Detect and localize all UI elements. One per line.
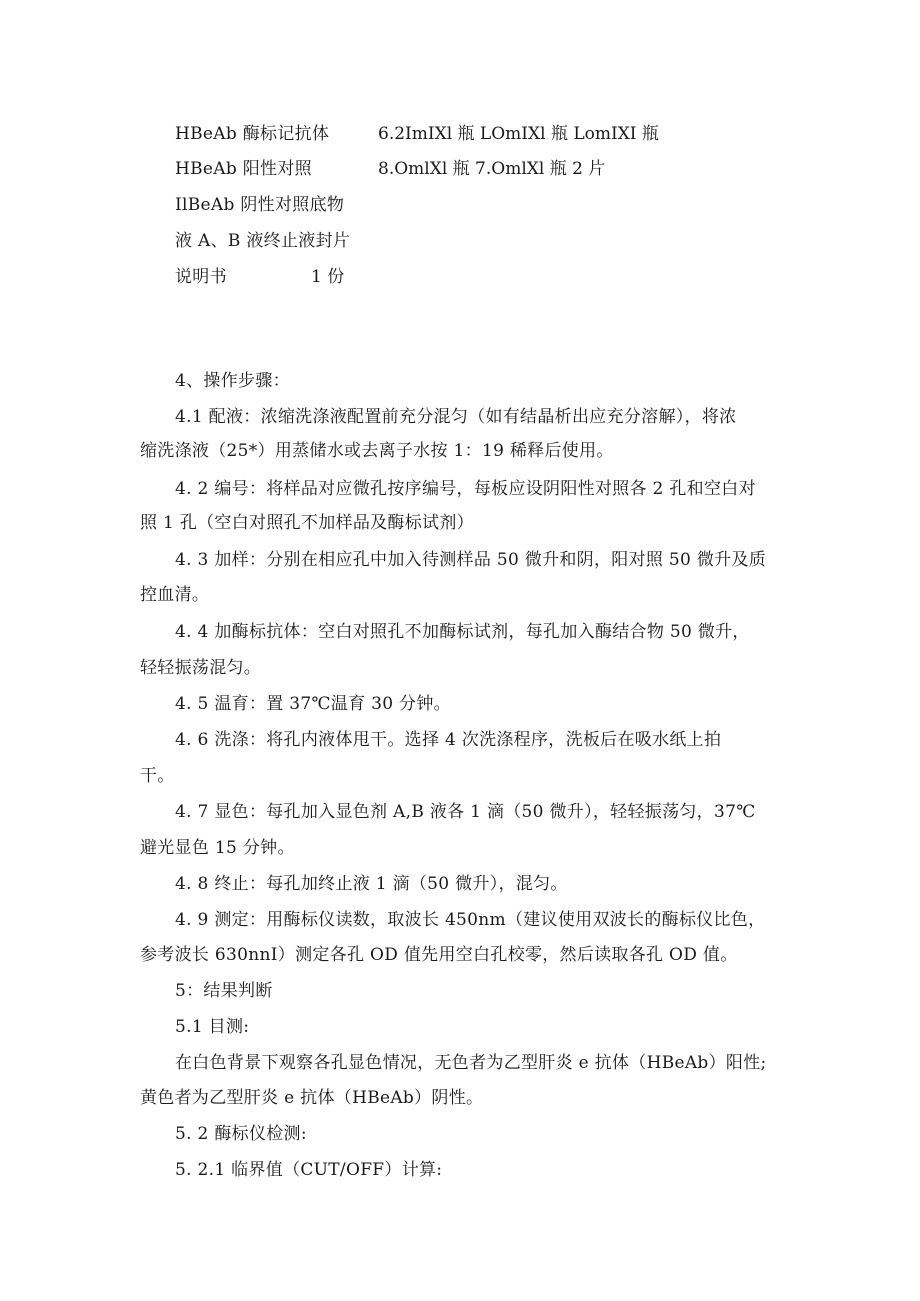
paragraph-line: 5. 2 酶标仪检测: <box>175 1124 307 1144</box>
section-heading: 5：结果判断 <box>175 981 273 1001</box>
paragraph-line: 黄色者为乙型肝炎 e 抗体（HBeAb）阴性。 <box>140 1088 484 1108</box>
paragraph-line: 5.1 目测: <box>175 1017 250 1037</box>
paragraph-line: 4. 8 终止：每孔加终止液 1 滴（50 微升），混匀。 <box>175 874 568 894</box>
paragraph-line: 4. 6 洗涤：将孔内液体甩干。选择 4 次洗涤程序，洗板后在吸水纸上拍 <box>175 730 722 750</box>
paragraph-line: 在白色背景下观察各孔显色情况，无色者为乙型肝炎 e 抗体（HBeAb）阳性; <box>175 1053 767 1073</box>
paragraph-line: 4. 2 编号：将样品对应微孔按序编号，每板应设阴阳性对照各 2 孔和空白对 <box>175 479 756 499</box>
paragraph-line: 4. 4 加酶标抗体：空白对照孔不加酶标试剂，每孔加入酶结合物 50 微升， <box>175 622 750 642</box>
paragraph-line: 参考波长 630nnI）测定各孔 OD 值先用空白孔校零，然后读取各孔 OD 值。 <box>140 945 738 965</box>
paragraph-line: 缩洗涤液（25*）用蒸储水或去离子水按 1：19 稀释后使用。 <box>140 441 614 461</box>
kit-item-spec: 6.2ImIXl 瓶 LOmIXl 瓶 LomIXI 瓶 <box>378 124 659 144</box>
paragraph-line: 4. 7 显色：每孔加入显色剂 A,B 液各 1 滴（50 微升），轻轻振荡匀，37℃ <box>175 802 756 822</box>
kit-item-spec: 8.OmlXl 瓶 7.OmlXl 瓶 2 片 <box>378 159 606 179</box>
kit-item-name: HBeAb 阳性对照 <box>175 159 312 179</box>
kit-item-name: 说明书 <box>175 267 227 287</box>
kit-item-name: IlBeAb 阴性对照底物 <box>175 195 345 215</box>
paragraph-line: 4. 3 加样：分别在相应孔中加入待测样品 50 微升和阴，阳对照 50 微升及质 <box>175 550 767 570</box>
paragraph-line: 照 1 孔（空白对照孔不加样品及酶标试剂） <box>140 513 474 533</box>
section-heading: 4、操作步骤： <box>175 371 290 391</box>
kit-item-name: HBeAb 酶标记抗体 <box>175 124 330 144</box>
paragraph-line: 4. 5 温育：置 37℃温育 30 分钟。 <box>175 694 451 714</box>
paragraph-line: 4.1 配液：浓缩洗涤液配置前充分混匀（如有结晶析出应充分溶解），将浓 <box>175 407 737 427</box>
paragraph-line: 5. 2.1 临界值（CUT/OFF）计算: <box>175 1160 443 1180</box>
paragraph-line: 轻轻振荡混匀。 <box>140 658 262 678</box>
kit-item-spec: 1 份 <box>311 267 345 287</box>
paragraph-line: 4. 9 测定：用酶标仪读数，取波长 450nm（建议使用双波长的酶标仪比色， <box>175 910 766 930</box>
paragraph-line: 干。 <box>140 766 175 786</box>
paragraph-line: 避光显色 15 分钟。 <box>140 838 295 858</box>
paragraph-line: 控血清。 <box>140 585 210 605</box>
kit-item-name: 液 A、B 液终止液封片 <box>175 231 351 251</box>
